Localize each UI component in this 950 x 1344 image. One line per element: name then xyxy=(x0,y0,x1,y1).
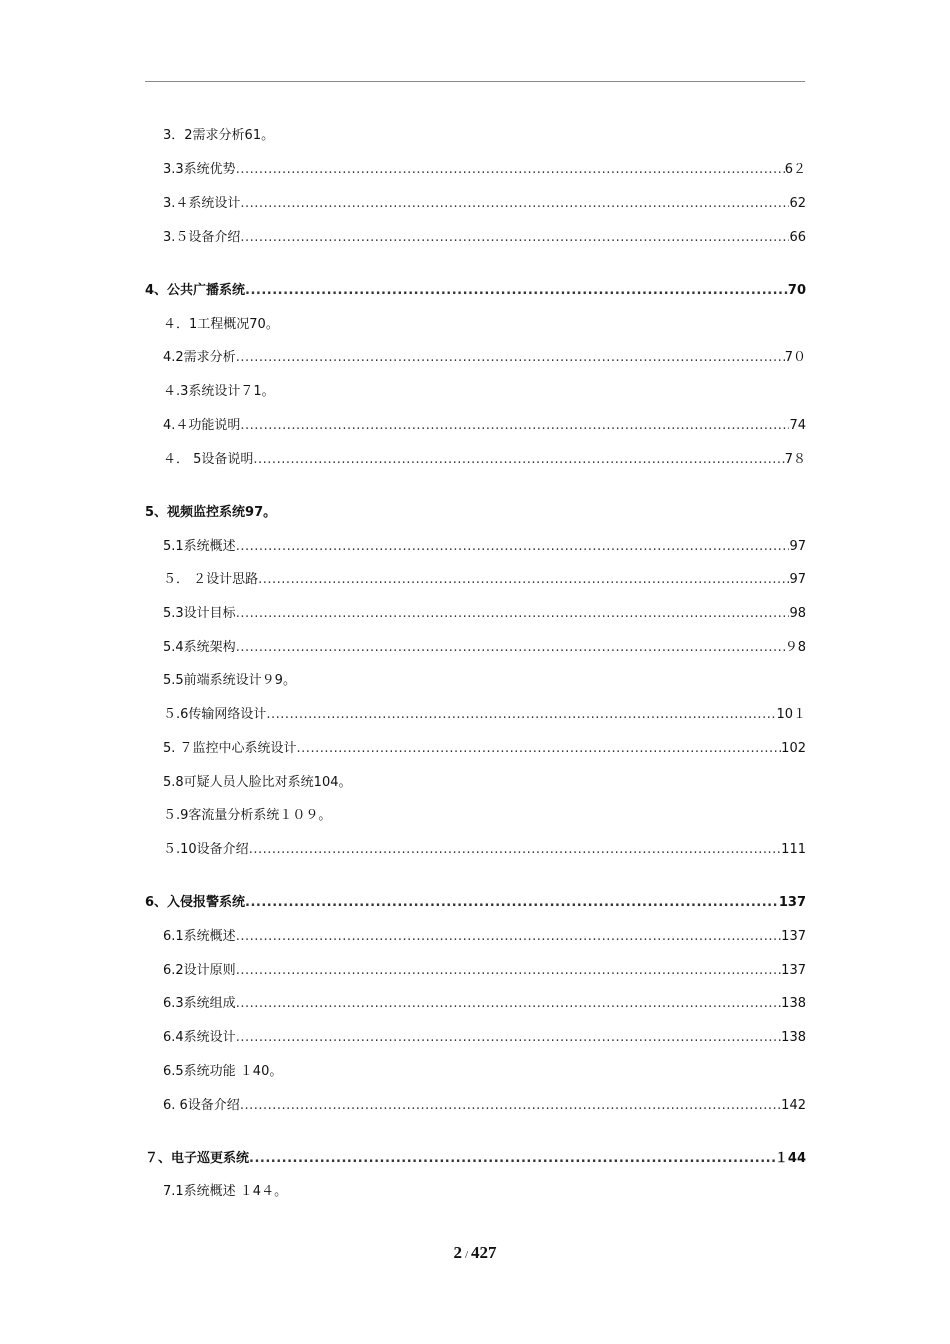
toc-entry-page: 97 xyxy=(789,539,806,554)
dot-leader xyxy=(236,928,781,946)
toc-entry-title: ４．1工程概况70。 xyxy=(163,317,279,332)
toc-entry[interactable] xyxy=(163,807,331,825)
toc-chapter[interactable] xyxy=(145,1150,806,1168)
toc-entry-page: 137 xyxy=(781,963,806,978)
toc-entry-page: 6２ xyxy=(784,162,806,177)
toc-entry[interactable] xyxy=(163,451,806,469)
dot-leader xyxy=(240,195,789,213)
toc-entry-title: 6. 6设备介绍 xyxy=(163,1098,240,1113)
dot-leader xyxy=(253,451,784,469)
toc-entry[interactable] xyxy=(163,995,806,1013)
dot-leader xyxy=(236,161,785,179)
toc-chapter[interactable] xyxy=(145,282,806,300)
toc-entry[interactable] xyxy=(163,841,806,859)
toc-entry[interactable] xyxy=(163,127,274,145)
toc-entry-title: ７、电子巡更系统 xyxy=(145,1151,250,1166)
toc-entry-title: 4.2需求分析 xyxy=(163,350,236,365)
dot-leader xyxy=(236,962,781,980)
toc-entry-title: 6、入侵报警系统 xyxy=(145,895,246,910)
toc-entry-title: 6.1系统概述 xyxy=(163,929,236,944)
toc-entry-title: 6.3系统组成 xyxy=(163,996,236,1011)
toc-entry[interactable] xyxy=(163,316,279,334)
toc-entry-title: ５． ２设计思路 xyxy=(163,572,259,587)
toc-entry[interactable] xyxy=(163,417,806,435)
dot-leader xyxy=(297,740,782,758)
toc-entry[interactable] xyxy=(163,383,275,401)
toc-entry[interactable] xyxy=(163,195,806,213)
toc-entry-page: ９8 xyxy=(784,640,806,655)
toc-entry[interactable] xyxy=(163,161,806,179)
toc-entry-title: ５.10设备介绍 xyxy=(163,842,249,857)
toc-entry-page: 7０ xyxy=(784,350,806,365)
toc-entry[interactable] xyxy=(163,962,806,980)
toc-chapter[interactable] xyxy=(145,504,276,522)
page-separator: / xyxy=(464,1249,469,1261)
dot-leader xyxy=(236,605,790,623)
toc-entry-page: 97 xyxy=(789,572,806,587)
toc-entry-title: 6.4系统设计 xyxy=(163,1030,236,1045)
toc-entry[interactable] xyxy=(163,639,806,657)
toc-chapter[interactable] xyxy=(145,894,806,912)
toc-entry-page: 142 xyxy=(781,1098,806,1113)
total-pages: 427 xyxy=(471,1243,497,1262)
toc-entry-page: 138 xyxy=(781,1030,806,1045)
toc-entry[interactable] xyxy=(163,1029,806,1047)
dot-leader xyxy=(236,538,790,556)
dot-leader xyxy=(249,841,781,859)
toc-entry[interactable] xyxy=(163,538,806,556)
dot-leader xyxy=(245,282,788,300)
dot-leader xyxy=(236,349,785,367)
toc-entry-title: 7.1系统概述 １4４。 xyxy=(163,1184,288,1199)
toc-entry-title: 4、公共广播系统 xyxy=(145,283,246,298)
toc-entry-page: 74 xyxy=(789,418,806,433)
toc-entry[interactable] xyxy=(163,928,806,946)
toc-entry[interactable] xyxy=(163,672,296,690)
toc-entry-page: 102 xyxy=(781,741,806,756)
toc-entry-title: 3.５设备介绍 xyxy=(163,230,241,245)
toc-entry-title: ４.3系统设计７1。 xyxy=(163,384,275,399)
toc-entry-title: 6.5系统功能 １40。 xyxy=(163,1064,283,1079)
toc-entry-page: 66 xyxy=(789,230,806,245)
toc-entry-title: 3.４系统设计 xyxy=(163,196,241,211)
dot-leader xyxy=(249,1150,775,1168)
toc-entry-title: 3.3系统优势 xyxy=(163,162,236,177)
toc-entry-page: 138 xyxy=(781,996,806,1011)
toc-entry-title: ５.6传输网络设计 xyxy=(163,707,267,722)
dot-leader xyxy=(236,995,781,1013)
toc-entry-title: 5. ７监控中心系统设计 xyxy=(163,741,297,756)
toc-entry-title: 6.2设计原则 xyxy=(163,963,236,978)
toc-entry[interactable] xyxy=(163,605,806,623)
dot-leader xyxy=(266,706,776,724)
toc-entry-page: 7８ xyxy=(784,452,806,467)
toc-entry[interactable] xyxy=(163,229,806,247)
toc-entry[interactable] xyxy=(163,1183,287,1201)
toc-entry[interactable] xyxy=(163,706,806,724)
current-page: 2 xyxy=(453,1243,462,1262)
toc-entry[interactable] xyxy=(163,571,806,589)
toc-entry-page: 137 xyxy=(781,929,806,944)
toc-entry-title: 3．2需求分析61。 xyxy=(163,128,275,143)
toc-entry-page: 111 xyxy=(781,842,806,857)
toc-entry-title: 5.4系统架构 xyxy=(163,640,236,655)
toc-entry-title: 5.5前端系统设计９9。 xyxy=(163,673,296,688)
dot-leader xyxy=(240,1097,781,1115)
toc-entry-title: 4.４功能说明 xyxy=(163,418,241,433)
toc-entry-title: 5、视频监控系统97。 xyxy=(145,505,277,520)
dot-leader xyxy=(240,229,789,247)
dot-leader xyxy=(236,639,785,657)
dot-leader xyxy=(236,1029,781,1047)
toc-entry-page: 98 xyxy=(789,606,806,621)
toc-entry[interactable] xyxy=(163,1097,806,1115)
dot-leader xyxy=(240,417,789,435)
toc-entry-page: 62 xyxy=(789,196,806,211)
toc-entry-title: 5.1系统概述 xyxy=(163,539,236,554)
toc-entry-title: 5.3设计目标 xyxy=(163,606,236,621)
toc-entry[interactable] xyxy=(163,740,806,758)
header-rule xyxy=(145,81,805,82)
page-number xyxy=(0,1243,950,1263)
toc-entry[interactable] xyxy=(163,349,806,367)
toc-entry-title: ４． 5设备说明 xyxy=(163,452,254,467)
dot-leader xyxy=(258,571,789,589)
toc-entry-page: 10１ xyxy=(776,707,806,722)
dot-leader xyxy=(245,894,779,912)
toc-entry-title: ５.9客流量分析系统１０９。 xyxy=(163,808,332,823)
toc-entry-page: 137 xyxy=(778,895,806,910)
toc-entry-title: 5.8可疑人员人脸比对系统104。 xyxy=(163,775,352,790)
toc-entry-page: １44 xyxy=(774,1151,806,1166)
toc-entry[interactable] xyxy=(163,1063,282,1081)
toc-entry[interactable] xyxy=(163,774,352,792)
toc-entry-page: 70 xyxy=(787,283,806,298)
